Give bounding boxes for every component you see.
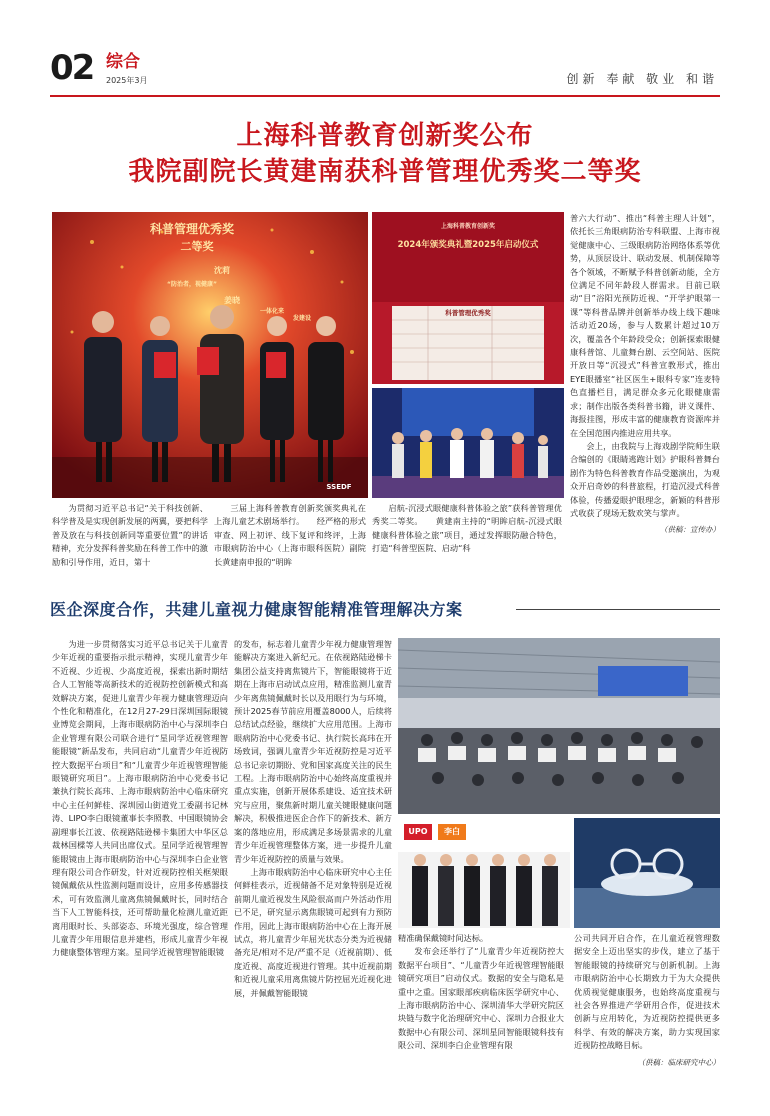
award-screen-project: “防治者，视健康”: [167, 281, 217, 288]
article2-col1-text: 为进一步贯彻落实习近平总书记关于儿童青少年近视的重要指示批示精神，实现儿童青少年不近视、少近视、少高度近视，探索出新时期结合人工智能等高新技术的近视防控创新模式和高效解决方案，促进儿童青少年视力健康管理迈向个性化和精准化，在12月27-29日深圳国际眼镜业博览会期间，上海市眼病防治中心与深圳李白企业管理有限公司联合进行“星同学近视管理智能眼镜”新品发布，共同启动“儿童青少年近视防控大数据平台项目”和“儿童青少年近视管理智能眼镜研究项目”。上海市眼病防治中心党委书记兼执行院长高玮、上海市眼病防治中心临床研究中心主任何鲜桂、深圳园山街道党工委副书记林涛、LIPO李白眼镜董事长李照教、中国眼镜协会副理事长江波、依视路陆逊梯卡集团大中华区总裁林国樑等人共同出席仪式。星同学近视管理智能眼镜由上海市眼病防治中心与深圳李白企业管理有限公司合作研发，针对近视防控相关框架眼镜佩戴依从性监测问题而设计，应用多传感器技术，可有效监测儿童离焦镜佩戴时长，同时结合当下人工智能科技，还可帮助量化检测儿童近距离用眼时长、头部姿态、环境光强度，综合管理儿童青少年用眼信息并建档，形成儿童青少年视力健康整体管理方案。星同学近视管理智能眼镜: [52, 639, 228, 958]
article1-col4-para2: 会上，由我院与上海戏剧学院师生联合编创的《眼睛逃跑计划》护眼科普舞台剧作为特色科普教育作品受邀演出，为观众开启奇妙的科普旅程，打造沉浸式科普体验，传播爱眼护眼理念，新颖的科普形式收获了现场无数欢笑与掌声。: [570, 440, 720, 518]
signing-ceremony-photo: [398, 818, 570, 928]
smart-glasses-photo: [574, 818, 720, 928]
sponsor-logo: SSEDF: [326, 483, 352, 491]
article1-column1: [52, 502, 208, 569]
article2-column3: [398, 932, 564, 1053]
page-number: 02: [50, 48, 94, 88]
article2-col4-text: 公司共同开启合作，在儿童近视管理数据安全上迈出坚实的步伐，建立了基于智能眼镜的持续研究与创新机制。上海市眼病防治中心长期致力于为大众提供优质视觉健康服务，也始终高度重视与社会各界推进产学研用合作，促进技术创新与应用转化，为近视防控提供更多科学、有效的解决方案，助力实现国家近视防控战略目标。: [574, 933, 720, 1051]
article1-credit: （供稿：宣传办）: [660, 525, 720, 535]
ceremony-screen-caption: 上海科普教育创新奖: [440, 223, 495, 230]
ceremony-screen-photo: [372, 212, 564, 384]
article1-col3-text: 启航-沉浸式眼健康科普体验之旅”获科普管理优秀奖二等奖。 黄建南主持的“明眸启航-沉浸式眼健康科普体验之旅”项目，通过发挥眼防融合特色，打造“科普型医院、启动“科: [372, 503, 562, 554]
article1-col1-text: 为贯彻习近平总书记“关于科技创新、科学普及是实现创新发展的两翼，要把科学普及放在与科技创新同等重要位置”的讲话精神，充分发挥科普奖励在科普工作中的激励和引导作用，近日，第十: [52, 503, 208, 567]
article2-column2: [234, 638, 392, 1000]
article2-credit: （供稿：临床研究中心）: [637, 1057, 720, 1067]
article1-col4-para1: 普六大行动”、推出“科普主理人计划”，依托长三角眼病防治专科联盟、上海市视觉健康中心、三级眼病防治网络体系等优势，从顶层设计、联动发展、机制保障等各个领域，不断赋予科普创新动能，全方位满足不同年龄段人群需求。目前已联动“目”浴阳光预防近视、“开学护眼第一课”等科普品牌并创新举办线上线下趣味活动近20场，参与人数累计超过10万次，覆盖各个年龄段受众；创新探索眼健康科普馆、儿童舞台剧、云空间站、医院开放日等“沉浸式”科普宣教形式，推出EYE眼播室“社区医生+眼科专家”连麦特色直播栏目，满足群众多元化眼健康需求；制作出版各类科普书籍，讲义课件、海报挂图，形成丰富的健康教育资源库并在全国范围内推进应用共享。: [570, 213, 720, 438]
article2-col2-para1: 的发布，标志着儿童青少年视力健康管理智能解决方案进入新纪元。在依视路陆逊梯卡集团公益支持离焦镜片下，智能眼镜将于近期在上海市启动试点应用，精准监测儿童青少年离焦镜佩戴时长以及用眼行为与环境，预计2025春节前应用覆盖8000人，后续将总结试点经验，继续扩大应用范围。上海市眼病防治中心党委书记、执行院长高玮在开场致词，强调儿童青少年近视防控是习近平总书记亲切期盼、党和国家高度关注的民生工程。上海市眼病防治中心始终高度重视并重点实施，创新开展体系建设、适宜技术研究与应用，聚焦新时期儿童关键眼健康问题解决，积极推进医企合作下的新技术、新方案的落地应用，形成满足多场景需求的儿童青少年近视管理整体方案，进一步提升儿童青少年近视防控的质量与效果。: [234, 639, 392, 864]
award-screen-name1: 沈莉: [214, 266, 230, 275]
article1-title-line2: 我院副院长黄建南获科普管理优秀奖二等奖: [128, 157, 642, 187]
award-screen-line2: 发建设: [292, 315, 311, 322]
article1-column3: [372, 502, 562, 556]
upo-logo: UPO: [408, 827, 428, 836]
article1-column4: [570, 212, 720, 537]
article1-title-line1: 上海科普教育创新奖公布: [236, 121, 534, 151]
libai-logo: 李白: [444, 827, 460, 836]
article2-col3-para1: 精准确保戴镜时间达标。: [398, 933, 489, 943]
ceremony-screen-title: 2024年颁奖典礼暨2025年启动仪式: [397, 240, 539, 250]
stage-play-photo: [372, 388, 564, 498]
ceremony-table-title: 科普管理优秀奖: [445, 309, 491, 317]
article2-col2-para2: 上海市眼病防治中心临床研究中心主任何鲜桂表示，近视储备不足对象特别是近视前期儿童近视发生风险很高而户外活动作用已不足，研究显示离焦眼镜可起到有力预防作用，因此上海市眼病防治中心在上海开展试点，将儿童青少年屈光状态分类为近视储备充足/相对不足/严重不足（近视前期）、低度近视、高度近视进行管理。其中近视前期和近视儿童采用离焦镜片防控屈光近视化进展，并佩戴智能眼镜: [234, 866, 392, 998]
article2-title: 医企深度合作，共建儿童视力健康智能精准管理解决方案: [50, 600, 463, 619]
award-screen-line1: 一体化来: [259, 308, 284, 315]
header-rule: [50, 95, 720, 97]
article2-col3-para2: 发布会还举行了“儿童青少年近视防控大数据平台项目”、“儿童青少年近视管理智能眼镜研究项目”启动仪式。数据的安全与隐私是重中之重。国家眼部疾病临床医学研究中心、上海市眼病防治中心、深圳清华大学研究院区块链与数字化治理研究中心、深圳力合报业大数据中心有限公司、深圳星同智能眼镜科技有限公司、深圳李白企业管理有限: [398, 946, 564, 1051]
section-name: 综合: [106, 52, 140, 72]
article1-col2-text: 三届上海科普教育创新奖颁奖典礼在上海儿童艺术剧场举行。 经严格的形式审查、网上初评、线下复评和终评，上海市眼病防治中心（上海市眼科医院）副院长黄建南申报的“明眸: [214, 503, 366, 567]
article1-column2: [214, 502, 366, 569]
issue-date: 2025年3月: [106, 76, 148, 85]
motto: 创新 奉献 敬业 和谐: [566, 72, 718, 86]
article2-title-rule: [516, 609, 720, 610]
launch-event-audience-photo: [398, 638, 720, 814]
award-screen-subtitle: 二等奖: [180, 240, 214, 253]
article2-column4: [574, 932, 720, 1069]
award-screen-name2: 姜晓: [224, 296, 240, 305]
award-screen-title: 科普管理优秀奖: [149, 222, 234, 236]
award-ceremony-photo: [52, 212, 368, 498]
article2-column1: [52, 638, 228, 960]
